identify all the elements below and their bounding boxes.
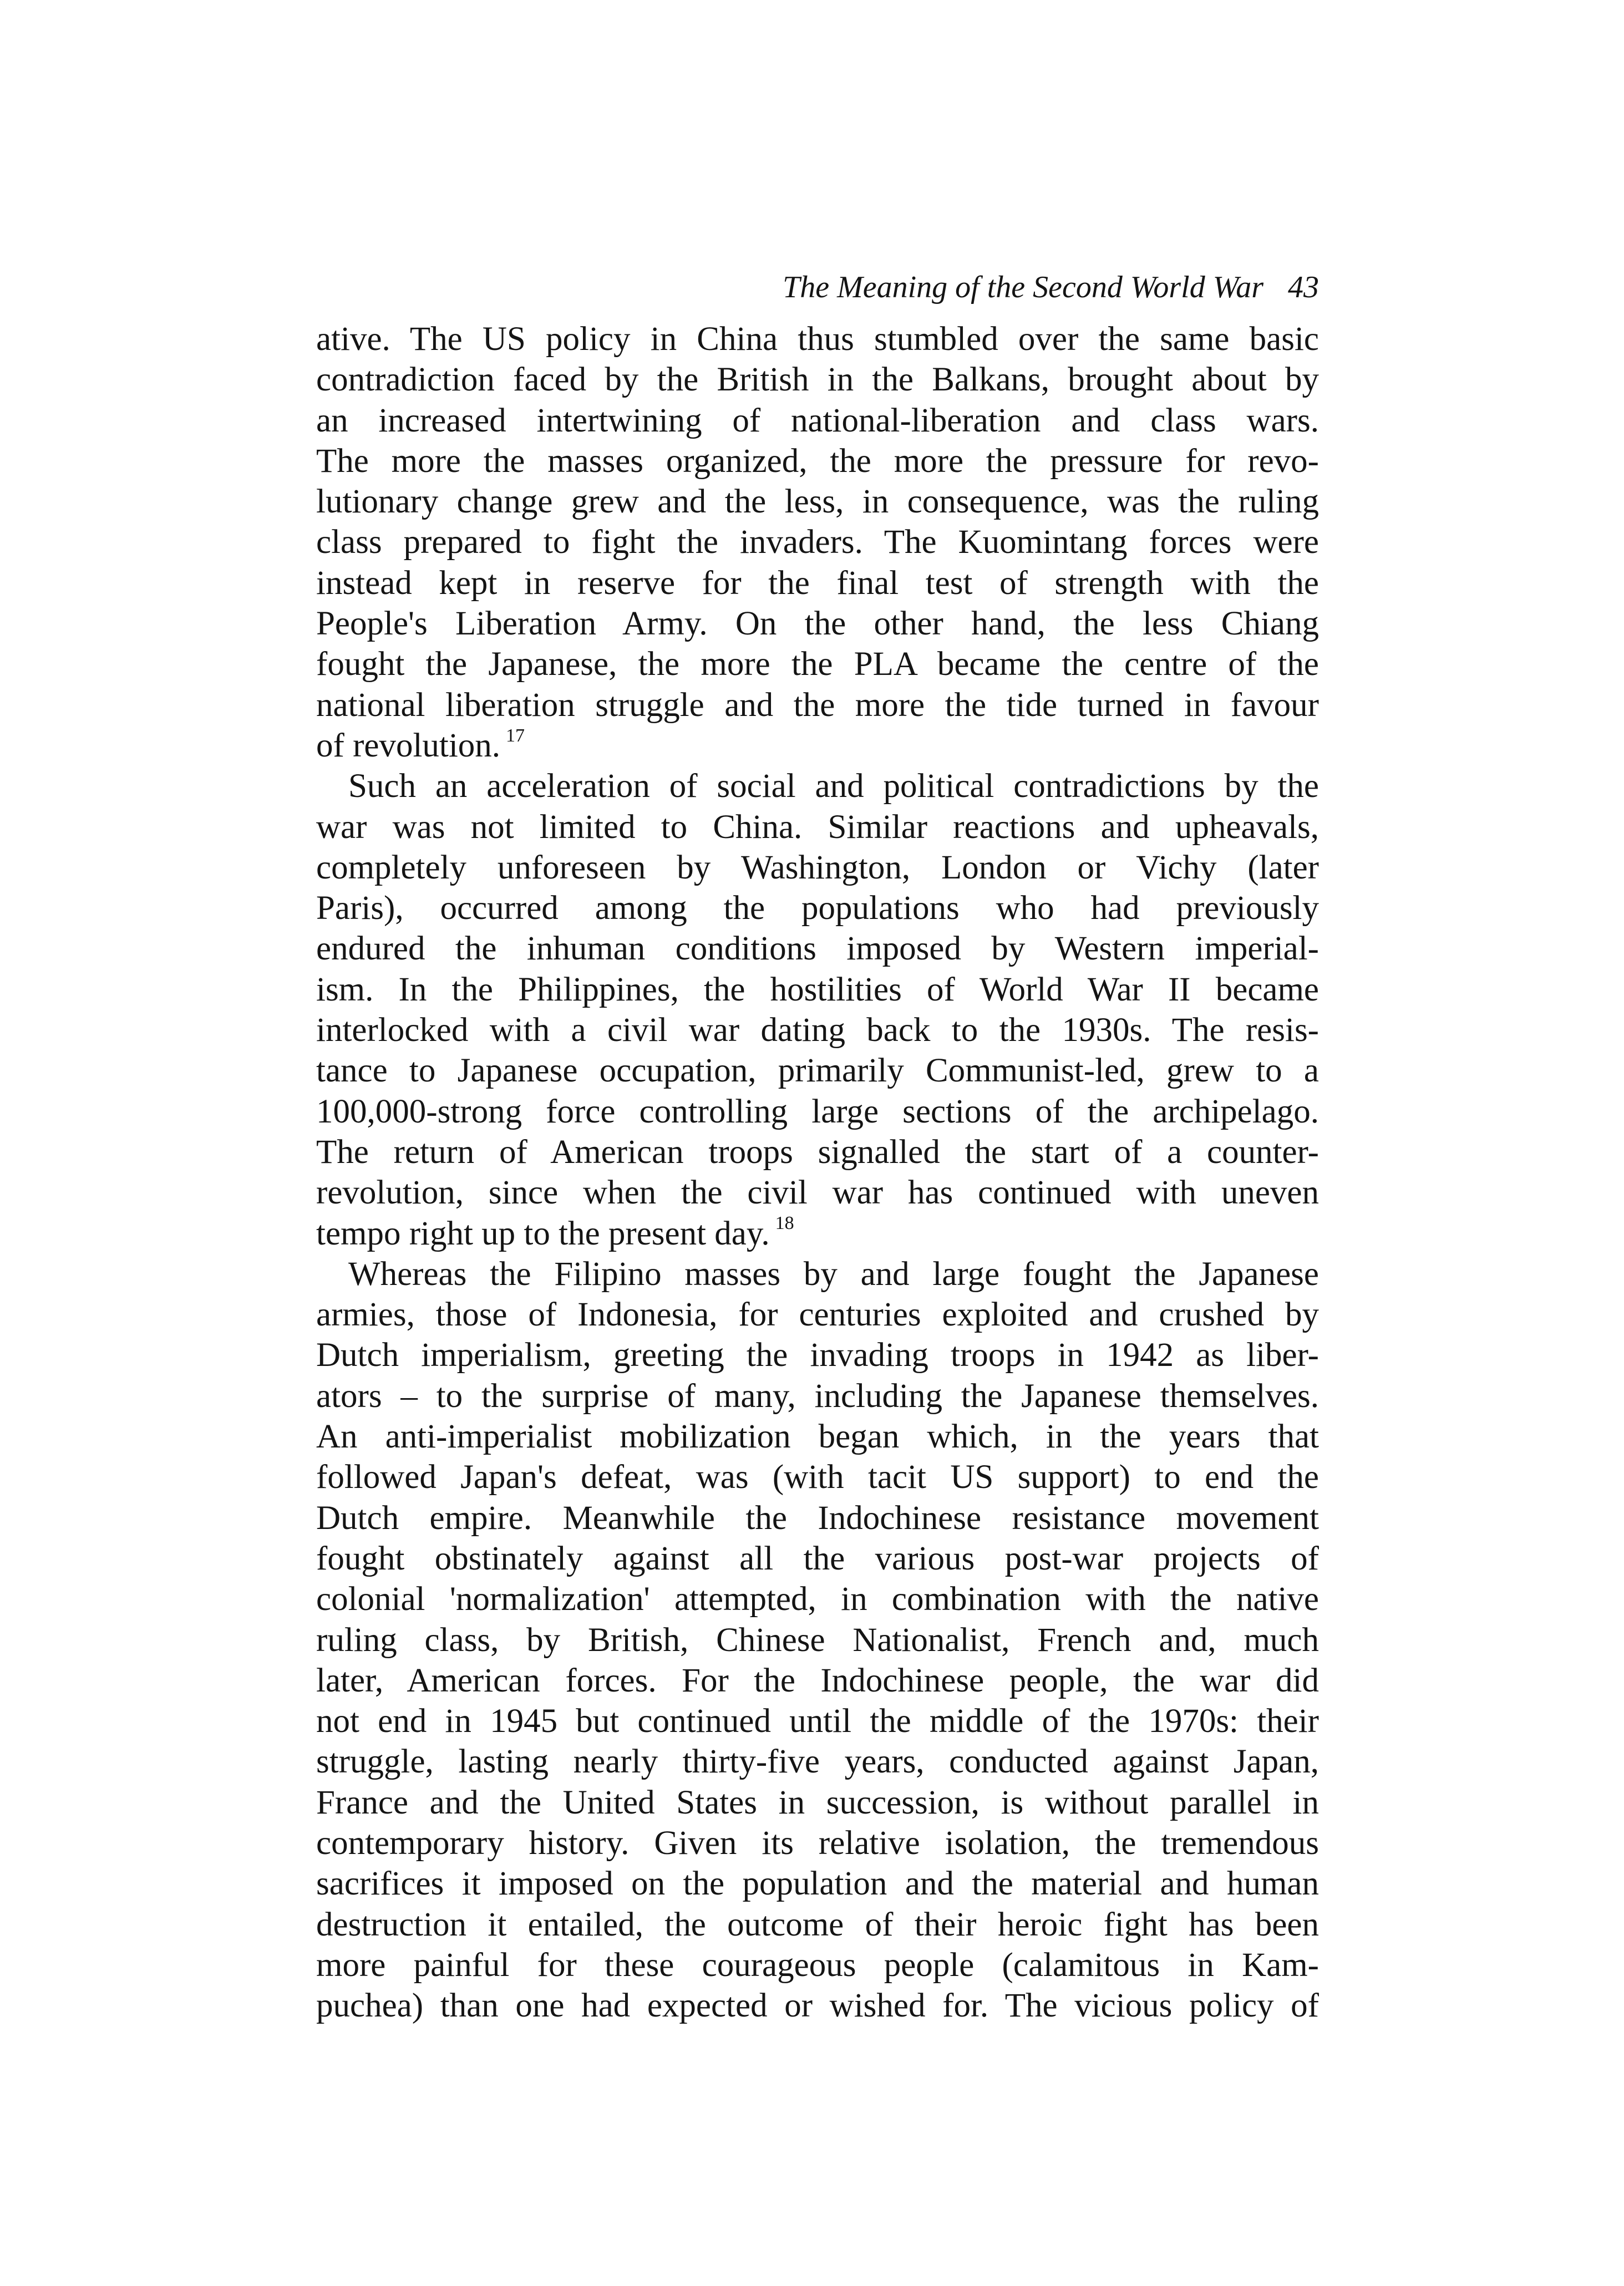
text-line: ruling class, by British, Chinese Nationalist, French and, much	[316, 1621, 1319, 1659]
text-line: destruction it entailed, the outcome of their heroic fight has been	[316, 1906, 1319, 1943]
text-line: class prepared to fight the invaders. The Kuomintang forces were	[316, 524, 1319, 561]
text-line: armies, those of Indonesia, for centuries exploited and crushed by	[316, 1296, 1319, 1334]
text-line: not end in 1945 but continued until the middle of the 1970s: their	[316, 1703, 1319, 1740]
text-line: sacrifices it imposed on the population and the material and human	[316, 1865, 1319, 1903]
text-line: contemporary history. Given its relative isolation, the tremendous	[316, 1824, 1319, 1862]
text-line: colonial 'normalization' attempted, in combination with the native	[316, 1581, 1319, 1618]
text-line: An anti-imperialist mobilization began which, in the years that	[316, 1418, 1319, 1456]
text-line: fought the Japanese, the more the PLA became the centre of the	[316, 646, 1319, 683]
page-number: 43	[1288, 270, 1319, 304]
text-line: fought obstinately against all the various post-war projects of	[316, 1540, 1319, 1577]
text-line: Paris), occurred among the populations who had previously	[316, 890, 1319, 927]
text-line: The more the masses organized, the more the pressure for revo-	[316, 442, 1319, 480]
text-line-last	[316, 725, 1319, 766]
text-line-first: Whereas the Filipino masses by and large fought the Japanese	[348, 1255, 1319, 1293]
text-line: instead kept in reserve for the final test of strength with the	[316, 564, 1319, 602]
text-line: struggle, lasting nearly thirty-five years, conducted against Japan,	[316, 1743, 1319, 1781]
text-line: completely unforeseen by Washington, London or Vichy (later	[316, 849, 1319, 886]
text-line-content: of revolution.	[316, 727, 501, 764]
text-line: endured the inhuman conditions imposed by Western imperial-	[316, 930, 1319, 968]
text-line: Dutch empire. Meanwhile the Indochinese resistance movement	[316, 1499, 1319, 1537]
text-line-first: Such an acceleration of social and political contradictions by the	[348, 768, 1319, 805]
text-line: People's Liberation Army. On the other hand, the less Chiang	[316, 605, 1319, 643]
text-line: an increased intertwining of national-liberation and class wars.	[316, 402, 1319, 439]
text-line: interlocked with a civil war dating back to the 1930s. The resis-	[316, 1012, 1319, 1049]
text-line: ators – to the surprise of many, including the Japanese themselves.	[316, 1377, 1319, 1415]
text-line: Dutch imperialism, greeting the invading troops in 1942 as liber-	[316, 1337, 1319, 1374]
text-line-content: tempo right up to the present day.	[316, 1215, 770, 1252]
text-line: contradiction faced by the British in the Balkans, brought about by	[316, 361, 1319, 399]
body-text	[316, 319, 1319, 2026]
footnote-ref-18: 18	[775, 1213, 794, 1234]
text-line: France and the United States in succession, is without parallel in	[316, 1784, 1319, 1821]
text-line: later, American forces. For the Indochinese people, the war did	[316, 1662, 1319, 1699]
text-line: lutionary change grew and the less, in consequence, was the ruling	[316, 483, 1319, 521]
text-line: tance to Japanese occupation, primarily Communist-led, grew to a	[316, 1052, 1319, 1090]
text-line: puchea) than one had expected or wished for. The vicious policy of	[316, 1987, 1319, 2025]
text-line: more painful for these courageous people (calamitous in Kam-	[316, 1946, 1319, 1984]
text-line-last	[316, 1213, 1319, 1254]
text-line: ative. The US policy in China thus stumbled over the same basic	[316, 321, 1319, 358]
text-line: followed Japan's defeat, was (with tacit US support) to end the	[316, 1459, 1319, 1496]
text-line: 100,000-strong force controlling large sections of the archipelago.	[316, 1093, 1319, 1130]
running-head	[316, 265, 1319, 309]
text-line: war was not limited to China. Similar reactions and upheavals,	[316, 808, 1319, 846]
text-line: The return of American troops signalled the start of a counter-	[316, 1133, 1319, 1171]
running-head-title: The Meaning of the Second World War	[783, 270, 1263, 304]
text-line: revolution, since when the civil war has continued with uneven	[316, 1174, 1319, 1212]
text-line: ism. In the Philippines, the hostilities of World War II became	[316, 971, 1319, 1008]
footnote-ref-17: 17	[506, 725, 525, 746]
text-line: national liberation struggle and the more the tide turned in favour	[316, 686, 1319, 724]
